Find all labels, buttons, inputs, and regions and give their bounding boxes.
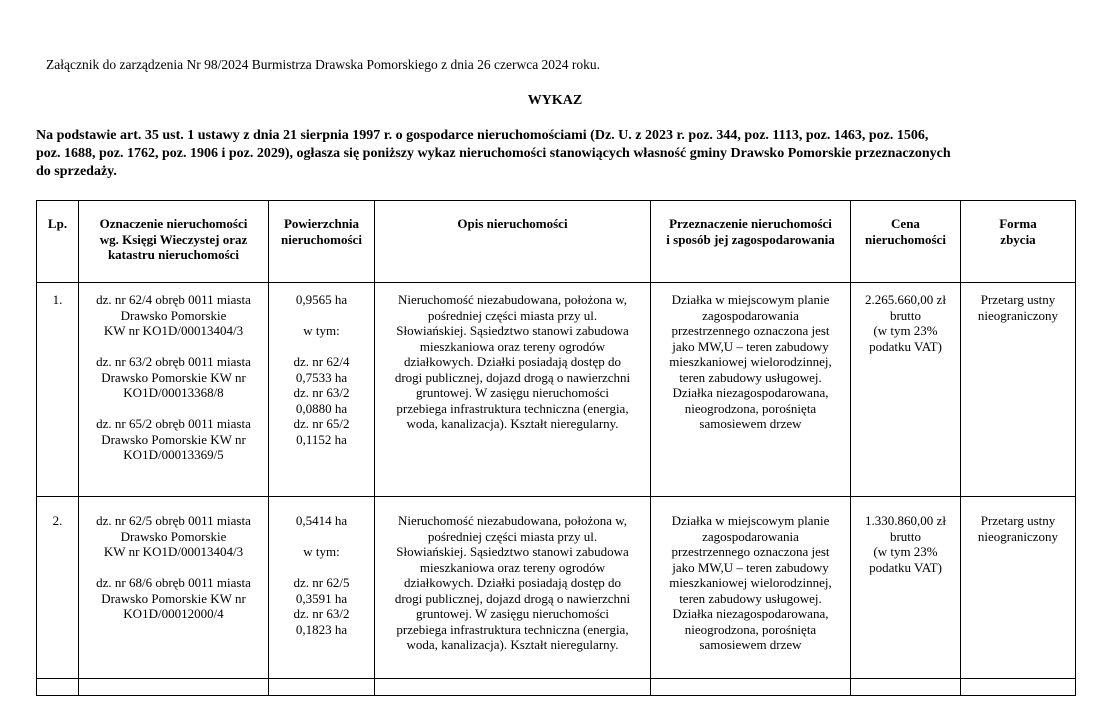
description-line: Słowiańskiej. Sąsiedztwo stanowi zabudowa bbox=[396, 323, 629, 338]
designation-line: Drawsko Pomorskie KW nr bbox=[101, 590, 246, 606]
paragraph-gap bbox=[271, 308, 372, 324]
paragraph-gap bbox=[81, 339, 266, 355]
empty-cell bbox=[651, 679, 851, 696]
header-line: nieruchomości bbox=[281, 231, 362, 247]
price-line: brutto bbox=[889, 307, 922, 323]
header-line: Lp. bbox=[47, 216, 68, 231]
price-line: brutto bbox=[889, 528, 922, 544]
paragraph-gap bbox=[271, 529, 372, 545]
area-line: 0,7533 ha bbox=[295, 369, 348, 385]
empty-cell bbox=[79, 679, 269, 696]
disposal-form-header bbox=[961, 201, 1076, 283]
area-cell bbox=[269, 497, 375, 679]
area-line: dz. nr 62/4 bbox=[293, 354, 350, 369]
purpose-line: przestrzennego oznaczona jest bbox=[671, 544, 830, 559]
intro-paragraph bbox=[36, 127, 1076, 181]
description-line: mieszkaniowa oraz tereny ogrodów bbox=[419, 338, 606, 354]
designation-line: dz. nr 63/2 obręb 0011 miasta bbox=[96, 354, 251, 369]
description-line: gruntowej. W zasięgu nieruchomości bbox=[415, 385, 610, 400]
designation-line: dz. nr 62/4 obręb 0011 miasta bbox=[96, 292, 251, 307]
purpose-line: nieogrodzona, porośnięta bbox=[684, 621, 817, 637]
paragraph-gap bbox=[271, 339, 372, 355]
table-header-row bbox=[37, 201, 1076, 283]
price-line: (w tym 23% bbox=[873, 323, 938, 338]
designation-line: KO1D/00013368/8 bbox=[123, 385, 224, 400]
description-cell bbox=[375, 497, 651, 679]
purpose-line: mieszkaniowej wielorodzinnej, bbox=[669, 575, 832, 590]
lp-cell bbox=[37, 497, 79, 679]
disposal-form-line: Przetarg ustny bbox=[980, 513, 1056, 528]
header-line: Opis nieruchomości bbox=[457, 216, 568, 231]
purpose-line: jako MW,U – teren zabudowy bbox=[672, 338, 829, 354]
paragraph-gap bbox=[81, 560, 266, 576]
description-cell bbox=[375, 283, 651, 497]
header-line: wg. Księgi Wieczystej oraz bbox=[99, 231, 248, 247]
description-line: gruntowej. W zasięgu nieruchomości bbox=[415, 606, 610, 621]
header-line: i sposób jej zagospodarowania bbox=[666, 231, 835, 247]
purpose-line: samosiewem drzew bbox=[699, 637, 802, 652]
designation-line: Drawsko Pomorskie KW nr bbox=[101, 431, 246, 447]
document-title: WYKAZ bbox=[527, 93, 583, 108]
price-line: podatku VAT) bbox=[869, 559, 942, 575]
designation-line: Drawsko Pomorskie bbox=[120, 528, 227, 544]
header-line: Przeznaczenie nieruchomości bbox=[669, 216, 832, 231]
area-line: w tym: bbox=[303, 544, 340, 559]
header-line: Forma bbox=[999, 216, 1037, 231]
disposal-form-line: nieograniczony bbox=[977, 307, 1059, 323]
description-line: woda, kanalizacja). Kształt nieregularny. bbox=[406, 637, 619, 652]
disposal-form-line: Przetarg ustny bbox=[980, 292, 1056, 307]
description-line: Nieruchomość niezabudowana, położona w, bbox=[397, 292, 628, 307]
description-line: drogi publicznej, dojazd drogą o nawierzchni bbox=[394, 369, 631, 385]
lp-cell bbox=[37, 283, 79, 497]
empty-cell bbox=[37, 679, 79, 696]
table-row bbox=[37, 497, 1076, 679]
header-line: katastru nieruchomości bbox=[107, 247, 240, 262]
annex-reference: Załącznik do zarządzenia Nr 98/2024 Burmistrza Drawska Pomorskiego z dnia 26 czerwca 2024 roku. bbox=[46, 57, 601, 72]
description-line: woda, kanalizacja). Kształt nieregularny. bbox=[406, 416, 619, 431]
area-line: dz. nr 63/2 bbox=[293, 385, 350, 400]
description-line: pośredniej części miasta przy ul. bbox=[427, 307, 598, 323]
header-line: zbycia bbox=[1000, 231, 1036, 247]
purpose-cell bbox=[651, 283, 851, 497]
area-line: dz. nr 63/2 bbox=[293, 606, 350, 621]
description-line: przebiega infrastruktura techniczna (energia, bbox=[396, 400, 629, 416]
header-line: nieruchomości bbox=[865, 231, 946, 247]
purpose-line: samosiewem drzew bbox=[699, 416, 802, 431]
disposal-form-line: nieograniczony bbox=[977, 528, 1059, 544]
price-cell bbox=[851, 283, 961, 497]
description-line: drogi publicznej, dojazd drogą o nawierzchni bbox=[394, 590, 631, 606]
purpose-header bbox=[651, 201, 851, 283]
price-line: 1.330.860,00 zł bbox=[865, 513, 946, 528]
area-cell bbox=[269, 283, 375, 497]
header-line: Powierzchnia bbox=[283, 216, 360, 231]
area-line: w tym: bbox=[303, 323, 340, 338]
purpose-line: jako MW,U – teren zabudowy bbox=[672, 559, 829, 575]
price-cell bbox=[851, 497, 961, 679]
purpose-line: Działka niezagospodarowana, bbox=[672, 606, 829, 621]
description-line: Nieruchomość niezabudowana, położona w, bbox=[397, 513, 628, 528]
intro-line: poz. 1688, poz. 1762, poz. 1906 i poz. 2029), ogłasza się poniższy wykaz nieruchomości stanowiących własność gminy Drawsko Pomorskie przeznaczonych bbox=[36, 146, 951, 161]
description-line: mieszkaniowa oraz tereny ogrodów bbox=[419, 559, 606, 575]
price-line: 2.265.660,00 zł bbox=[865, 292, 946, 307]
designation-line: dz. nr 65/2 obręb 0011 miasta bbox=[96, 416, 251, 431]
disposal-form-cell bbox=[961, 497, 1076, 679]
header-line: Oznaczenie nieruchomości bbox=[99, 216, 248, 231]
area-line: dz. nr 65/2 bbox=[293, 416, 350, 431]
description-header bbox=[375, 201, 651, 283]
area-line: 0,0880 ha bbox=[295, 400, 348, 416]
purpose-line: nieogrodzona, porośnięta bbox=[684, 400, 817, 416]
purpose-line: zagospodarowania bbox=[702, 528, 799, 544]
designation-cell bbox=[79, 497, 269, 679]
designation-line: Drawsko Pomorskie KW nr bbox=[101, 369, 246, 385]
area-line: 0,1152 ha bbox=[296, 431, 347, 447]
paragraph-gap bbox=[81, 401, 266, 417]
purpose-line: Działka w miejscowym planie bbox=[671, 513, 830, 528]
lp-value: 1. bbox=[52, 292, 63, 307]
price-line: (w tym 23% bbox=[873, 544, 938, 559]
property-list-table bbox=[36, 200, 1076, 696]
area-line: 0,9565 ha bbox=[295, 292, 348, 307]
intro-line: Na podstawie art. 35 ust. 1 ustawy z dnia 21 sierpnia 1997 r. o gospodarce nieruchomościami (Dz. U. z 2023 r. poz. 344, poz. 1113, poz. 1463, poz. 1506, bbox=[36, 128, 929, 143]
price-line: podatku VAT) bbox=[869, 338, 942, 354]
empty-cell bbox=[961, 679, 1076, 696]
price-header bbox=[851, 201, 961, 283]
designation-line: Drawsko Pomorskie bbox=[120, 307, 227, 323]
designation-line: KW nr KO1D/00013404/3 bbox=[103, 323, 244, 338]
lp-value: 2. bbox=[52, 513, 63, 528]
lp-header bbox=[37, 201, 79, 283]
designation-line: KO1D/00012000/4 bbox=[123, 606, 224, 621]
designation-line: dz. nr 68/6 obręb 0011 miasta bbox=[96, 575, 251, 590]
purpose-line: Działka w miejscowym planie bbox=[671, 292, 830, 307]
area-line: 0,5414 ha bbox=[295, 513, 348, 528]
paragraph-gap bbox=[271, 560, 372, 576]
purpose-cell bbox=[651, 497, 851, 679]
table-body bbox=[37, 283, 1076, 696]
purpose-line: teren zabudowy usługowej. bbox=[679, 590, 822, 606]
purpose-line: mieszkaniowej wielorodzinnej, bbox=[669, 354, 832, 369]
empty-table-row bbox=[37, 679, 1076, 696]
purpose-line: przestrzennego oznaczona jest bbox=[671, 323, 830, 338]
designation-header bbox=[79, 201, 269, 283]
designation-line: KW nr KO1D/00013404/3 bbox=[103, 544, 244, 559]
header-line: Cena bbox=[891, 216, 920, 231]
area-header bbox=[269, 201, 375, 283]
designation-cell bbox=[79, 283, 269, 497]
designation-line: dz. nr 62/5 obręb 0011 miasta bbox=[96, 513, 251, 528]
area-line: dz. nr 62/5 bbox=[293, 575, 350, 590]
empty-cell bbox=[375, 679, 651, 696]
area-line: 0,3591 ha bbox=[295, 590, 348, 606]
designation-line: KO1D/00013369/5 bbox=[123, 447, 224, 462]
description-line: pośredniej części miasta przy ul. bbox=[427, 528, 598, 544]
empty-cell bbox=[851, 679, 961, 696]
area-line: 0,1823 ha bbox=[295, 621, 348, 637]
disposal-form-cell bbox=[961, 283, 1076, 497]
description-line: działkowych. Działki posiadają dostęp do bbox=[404, 575, 621, 590]
description-line: Słowiańskiej. Sąsiedztwo stanowi zabudowa bbox=[396, 544, 629, 559]
description-line: działkowych. Działki posiadają dostęp do bbox=[404, 354, 621, 369]
description-line: przebiega infrastruktura techniczna (energia, bbox=[396, 621, 629, 637]
table-row bbox=[37, 283, 1076, 497]
purpose-line: Działka niezagospodarowana, bbox=[672, 385, 829, 400]
purpose-line: zagospodarowania bbox=[702, 307, 799, 323]
empty-cell bbox=[269, 679, 375, 696]
intro-line: do sprzedaży. bbox=[36, 164, 117, 179]
purpose-line: teren zabudowy usługowej. bbox=[679, 369, 822, 385]
